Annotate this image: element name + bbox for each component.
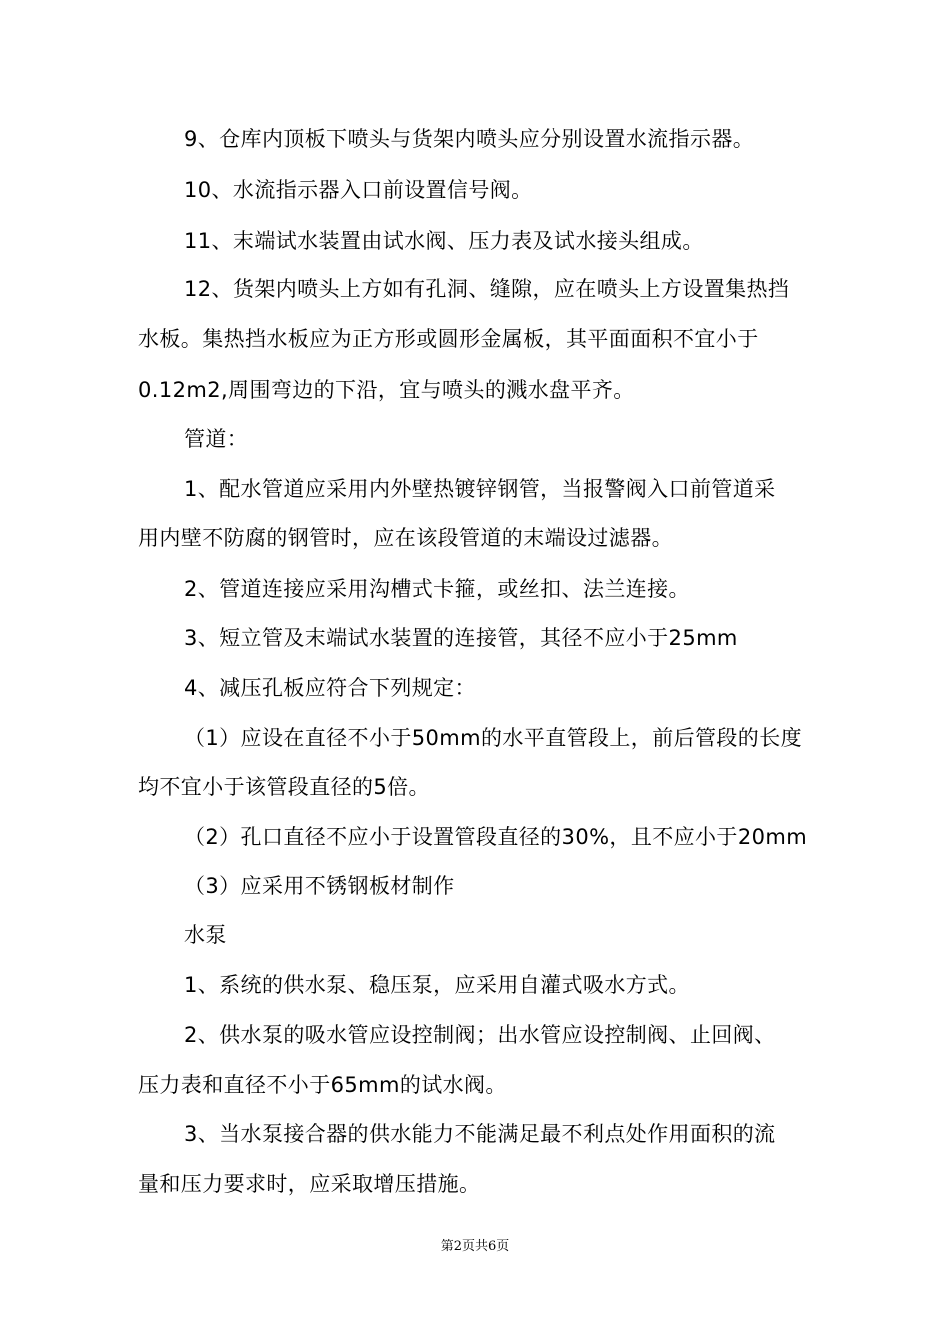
text-line-9: 9、仓库内顶板下喷头与货架内喷头应分别设置水流指示器。 bbox=[184, 127, 755, 151]
text-pipes-1-cont: 用内壁不防腐的钢管时，应在该段管道的末端设过滤器。 bbox=[138, 526, 673, 550]
text-pumps-1: 1、系统的供水泵、稳压泵，应采用自灌式吸水方式。 bbox=[184, 973, 690, 997]
text-line-11: 11、末端试水装置由试水阀、压力表及试水接头组成。 bbox=[184, 229, 704, 253]
section-heading-pumps: 水泵 bbox=[184, 923, 227, 947]
text-line-12-cont-2: 0.12m2,周围弯边的下沿，宜与喷头的溅水盘平齐。 bbox=[138, 378, 635, 402]
section-heading-pipes: 管道： bbox=[184, 427, 249, 451]
text-pipes-1: 1、配水管道应采用内外壁热镀锌钢管，当报警阀入口前管道采 bbox=[184, 477, 776, 501]
text-line-12: 12、货架内喷头上方如有孔洞、缝隙，应在喷头上方设置集热挡 bbox=[184, 277, 790, 301]
text-pipes-3: 3、短立管及末端试水装置的连接管，其径不应小于25mm bbox=[184, 626, 738, 650]
text-pipes-4-item-2: （2）孔口直径不应小于设置管段直径的30%，且不应小于20mm bbox=[184, 825, 808, 849]
text-pipes-4-item-1: （1）应设在直径不小于50mm的水平直管段上，前后管段的长度 bbox=[184, 726, 802, 750]
text-pipes-4-item-3: （3）应采用不锈钢板材制作 bbox=[184, 874, 455, 898]
text-pumps-3-cont: 量和压力要求时，应采取增压措施。 bbox=[138, 1172, 481, 1196]
text-line-12-cont-1: 水板。集热挡水板应为正方形或圆形金属板，其平面面积不宜小于 bbox=[138, 327, 759, 351]
text-pipes-4: 4、减压孔板应符合下列规定： bbox=[184, 676, 476, 700]
page-footer: 第2页共6页 bbox=[440, 1239, 510, 1254]
text-pumps-2: 2、供水泵的吸水管应设控制阀；出水管应设控制阀、止回阀、 bbox=[184, 1023, 776, 1047]
text-pumps-2-cont: 压力表和直径不小于65mm的试水阀。 bbox=[138, 1073, 507, 1097]
text-line-10: 10、水流指示器入口前设置信号阀。 bbox=[184, 178, 533, 202]
text-pipes-4-item-1-cont: 均不宜小于该管段直径的5倍。 bbox=[138, 775, 430, 799]
text-pipes-2: 2、管道连接应采用沟槽式卡箍，或丝扣、法兰连接。 bbox=[184, 577, 690, 601]
text-pumps-3: 3、当水泵接合器的供水能力不能满足最不利点处作用面积的流 bbox=[184, 1122, 776, 1146]
